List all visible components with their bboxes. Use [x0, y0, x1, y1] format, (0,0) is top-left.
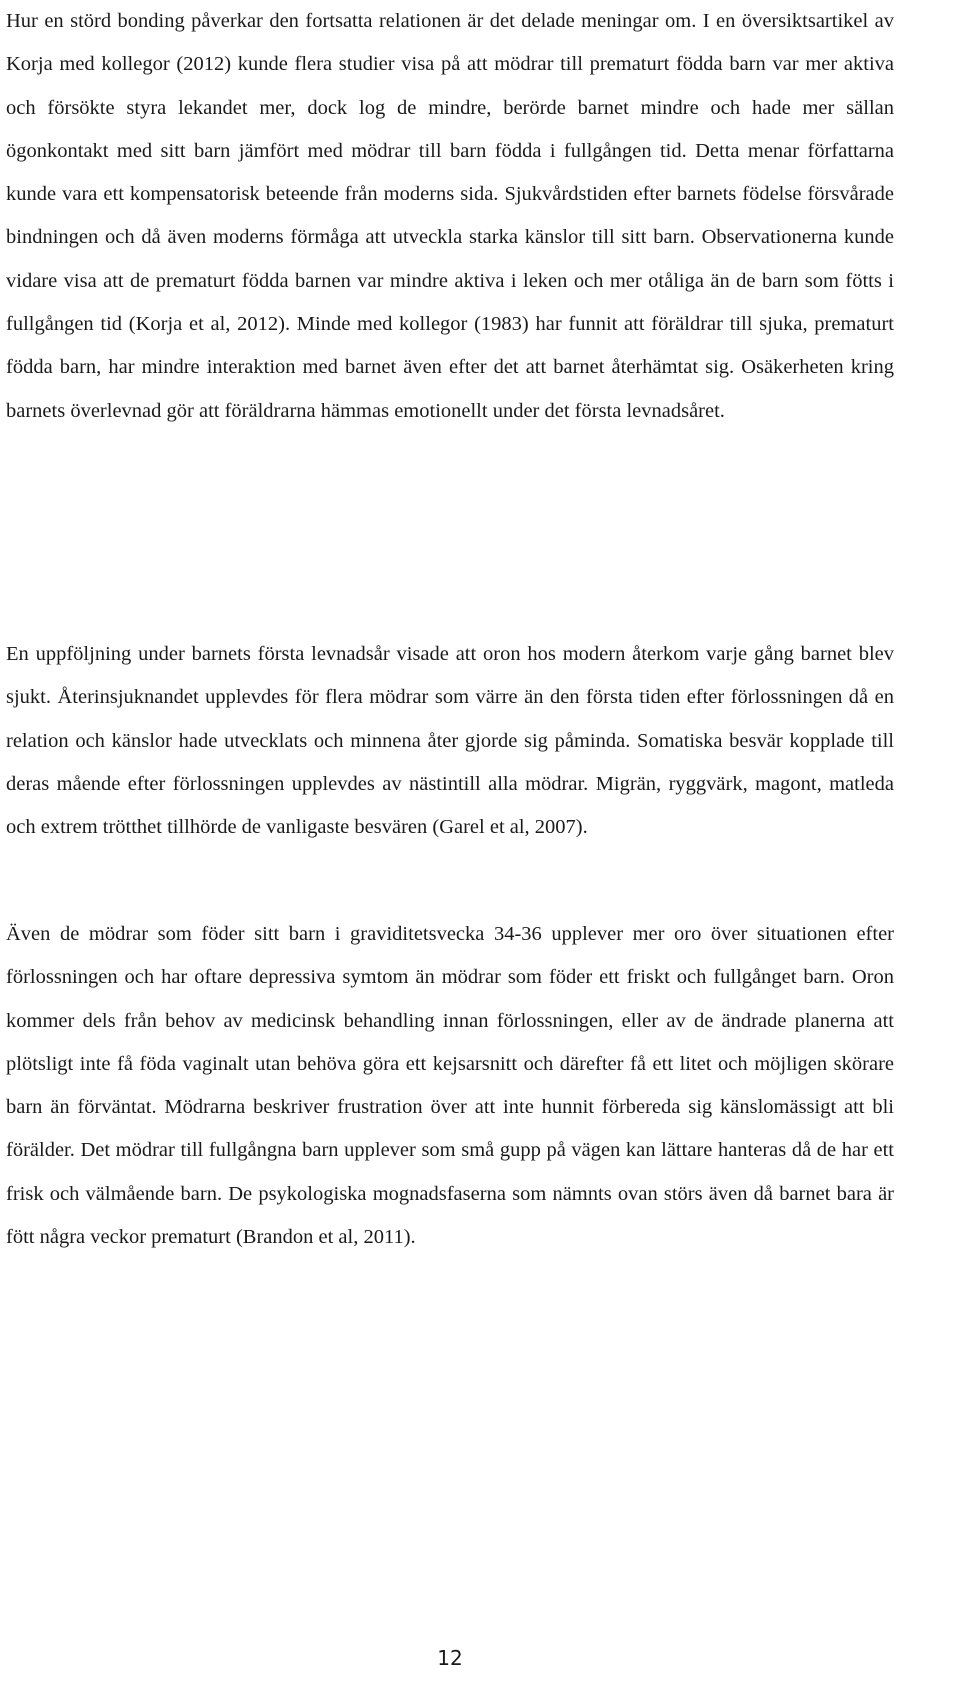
body-paragraph: En uppföljning under barnets första levnadsår visade att oron hos modern återkom varje gång barnet blev sjukt. Återinsjuknandet upplevdes för flera mödrar som värre än den första tiden efter förlossningen då en relation och känslor hade utvecklats och minnena åter gjorde sig påminda. Somatiska besvär kopplade till deras mående efter förlossningen upplevdes av nästintill alla mödrar. Migrän, ryggvärk, magont, matleda och extrem trötthet tillhörde de vanligaste besvären (Garel et al, 2007).	[6, 643, 894, 839]
page-number: 12	[437, 1646, 463, 1670]
body-paragraph: Även de mödrar som föder sitt barn i graviditetsvecka 34-36 upplever mer oro över situationen efter förlossningen och har oftare depressiva symtom än mödrar som föder ett friskt och fullgånget barn. Oron kommer dels från behov av medicinsk behandling innan förlossningen, eller av de ändrade planerna att plötsligt inte få föda vaginalt utan behöva göra ett kejsarsnitt och därefter få ett litet och möjligen skörare barn än förväntat. Mödrarna beskriver frustration över att inte hunnit förbereda sig känslomässigt att bli förälder. Det mödrar till fullgångna barn upplever som små gupp på vägen kan lättare hanteras då de har ett frisk och välmående barn. De psykologiska mognadsfaserna som nämnts ovan störs även då barnet bara är fött några veckor prematurt (Brandon et al, 2011).	[6, 923, 894, 1249]
body-paragraph: Hur en störd bonding påverkar den fortsatta relationen är det delade meningar om. I en översiktsartikel av Korja med kollegor (2012) kunde flera studier visa på att mödrar till prematurt födda barn var mer aktiva och försökte styra lekandet mer, dock log de mindre, berörde barnet mindre och hade mer sällan ögonkontakt med sitt barn jämfört med mödrar till barn födda i fullgången tid. Detta menar författarna kunde vara ett kompensatorisk beteende från moderns sida. Sjukvårdstiden efter barnets födelse försvårade bindningen och då även moderns förmåga att utveckla starka känslor till sitt barn. Observationerna kunde vidare visa att de prematurt födda barnen var mindre aktiva i leken och mer otåliga än de barn som fötts i fullgången tid (Korja et al, 2012). Minde med kollegor (1983) har funnit att föräldrar till sjuka, prematurt födda barn, har mindre interaktion med barnet även efter det att barnet återhämtat sig. Osäkerheten kring barnets överlevnad gör att föräldrarna hämmas emotionellt under det första levnadsåret.	[6, 10, 894, 422]
